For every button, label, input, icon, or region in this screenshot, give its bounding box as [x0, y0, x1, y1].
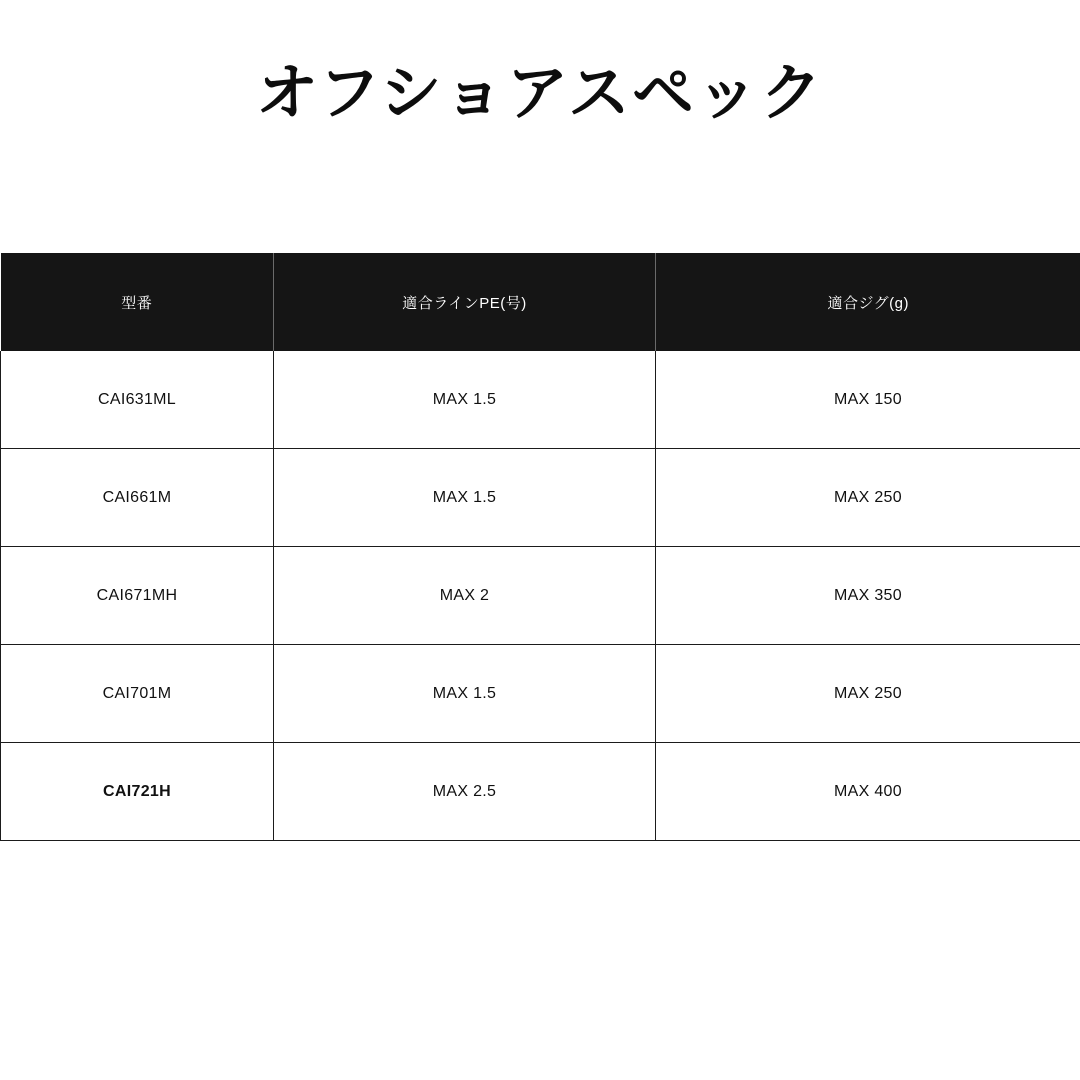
cell-line-pe: MAX 1.5 — [274, 645, 656, 743]
table-row — [1, 645, 1080, 743]
table-row — [1, 743, 1080, 841]
cell-model: CAI721H — [1, 743, 274, 841]
spec-table — [0, 253, 1080, 841]
page-title: オフショアスペック — [256, 59, 824, 128]
cell-model: CAI661M — [1, 449, 274, 547]
cell-line-pe: MAX 1.5 — [274, 351, 656, 449]
cell-line-pe: MAX 2.5 — [274, 743, 656, 841]
table-row — [1, 547, 1080, 645]
cell-jig-weight: MAX 250 — [656, 645, 1080, 743]
cell-line-pe: MAX 2 — [274, 547, 656, 645]
cell-model: CAI671MH — [1, 547, 274, 645]
spec-table-container — [0, 253, 1080, 841]
cell-model: CAI631ML — [1, 351, 274, 449]
table-row — [1, 351, 1080, 449]
cell-line-pe: MAX 1.5 — [274, 449, 656, 547]
table-header-row — [1, 253, 1080, 351]
column-header-line-pe: 適合ラインPE(号) — [274, 253, 656, 351]
spec-table-header — [1, 253, 1080, 351]
table-row — [1, 449, 1080, 547]
cell-jig-weight: MAX 150 — [656, 351, 1080, 449]
cell-jig-weight: MAX 400 — [656, 743, 1080, 841]
cell-jig-weight: MAX 350 — [656, 547, 1080, 645]
cell-jig-weight: MAX 250 — [656, 449, 1080, 547]
cell-model: CAI701M — [1, 645, 274, 743]
spec-table-body — [1, 351, 1080, 841]
column-header-model: 型番 — [1, 253, 274, 351]
column-header-jig-weight: 適合ジグ(g) — [656, 253, 1080, 351]
